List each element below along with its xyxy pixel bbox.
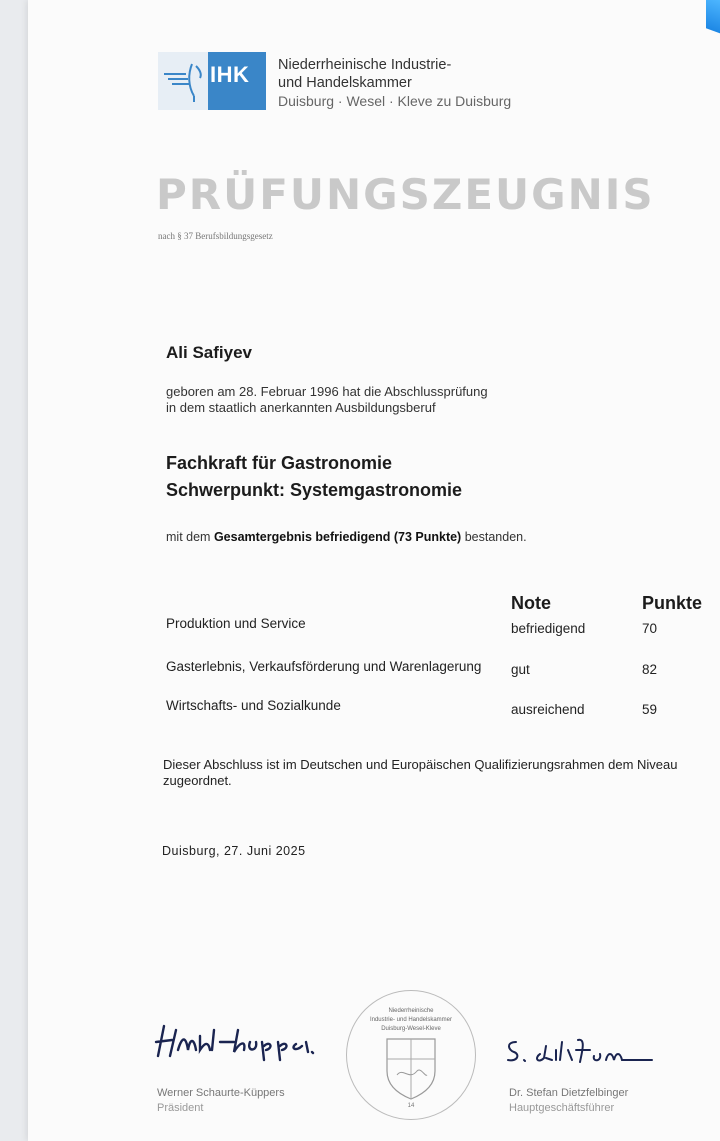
column-header-points: Punkte — [642, 593, 703, 613]
seal-line-1: Niederrheinische — [388, 1008, 434, 1014]
org-line-1: Niederrheinische Industrie- — [278, 57, 452, 73]
org-line-2: und Handelskammer — [278, 75, 412, 91]
grade-note: befriedigend — [511, 621, 586, 636]
organization-name — [278, 56, 511, 110]
org-line-3: Duisburg · Wesel · Kleve zu Duisburg — [278, 93, 512, 109]
result-suffix: bestanden. — [461, 530, 527, 544]
profession — [166, 450, 462, 504]
signer-role: Präsident — [157, 1102, 204, 1114]
subject: Produktion und Service — [166, 616, 306, 631]
column-header-note: Note — [511, 593, 551, 613]
background-corner — [706, 0, 720, 50]
eagle-icon — [158, 52, 208, 110]
subject: Wirtschafts- und Sozialkunde — [166, 698, 341, 713]
grade-points: 59 — [642, 702, 658, 717]
seal-line-3: Duisburg-Wesel-Kleve — [381, 1026, 441, 1032]
signer-role: Hauptgeschäftsführer — [509, 1102, 615, 1114]
result-grade: Gesamtergebnis befriedigend (73 Punkte) — [213, 530, 462, 544]
grade-note: gut — [511, 662, 530, 677]
subject: Gasterlebnis, Verkaufsförderung und Warenlagerung — [166, 659, 482, 674]
grade-points: 82 — [642, 662, 658, 677]
ihk-logo — [158, 52, 266, 110]
coat-of-arms-icon — [347, 991, 475, 1119]
niveau-line-1: Dieser Abschluss ist im Deutschen und Europäischen Qualifizierungsrahmen dem Niveau — [163, 757, 678, 772]
signer-name: Dr. Stefan Dietzfelbinger — [509, 1087, 629, 1099]
legal-basis: nach § 37 Berufsbildungsgesetz — [158, 231, 273, 241]
birth-line-2: in dem staatlich anerkannten Ausbildungsberuf — [166, 400, 436, 415]
signer-director — [509, 1086, 628, 1116]
signer-name: Werner Schaurte-Küppers — [157, 1087, 285, 1099]
profession-focus: Schwerpunkt: Systemgastronomie — [166, 480, 463, 500]
seal-number: 14 — [407, 1103, 415, 1109]
seal-line-2: Industrie- und Handelskammer — [369, 1017, 453, 1023]
signer-president — [157, 1086, 285, 1116]
grade-points: 70 — [642, 621, 658, 636]
birth-statement — [166, 384, 488, 416]
document-title: PRÜFUNGSZEUGNIS — [156, 170, 655, 219]
niveau-line-2: zugeordnet. — [163, 773, 232, 788]
profession-title: Fachkraft für Gastronomie — [166, 453, 393, 473]
overall-result — [166, 530, 527, 544]
qualification-framework-note — [163, 757, 677, 789]
result-prefix: mit dem — [166, 530, 214, 544]
logo-text: IHK — [210, 62, 250, 87]
grade-note: ausreichend — [511, 702, 585, 717]
issue-date: Duisburg, 27. Juni 2025 — [162, 844, 306, 858]
birth-line-1: geboren am 28. Februar 1996 hat die Abschlussprüfung — [166, 384, 488, 399]
official-seal — [346, 990, 476, 1120]
candidate-name: Ali Safiyev — [166, 343, 252, 362]
